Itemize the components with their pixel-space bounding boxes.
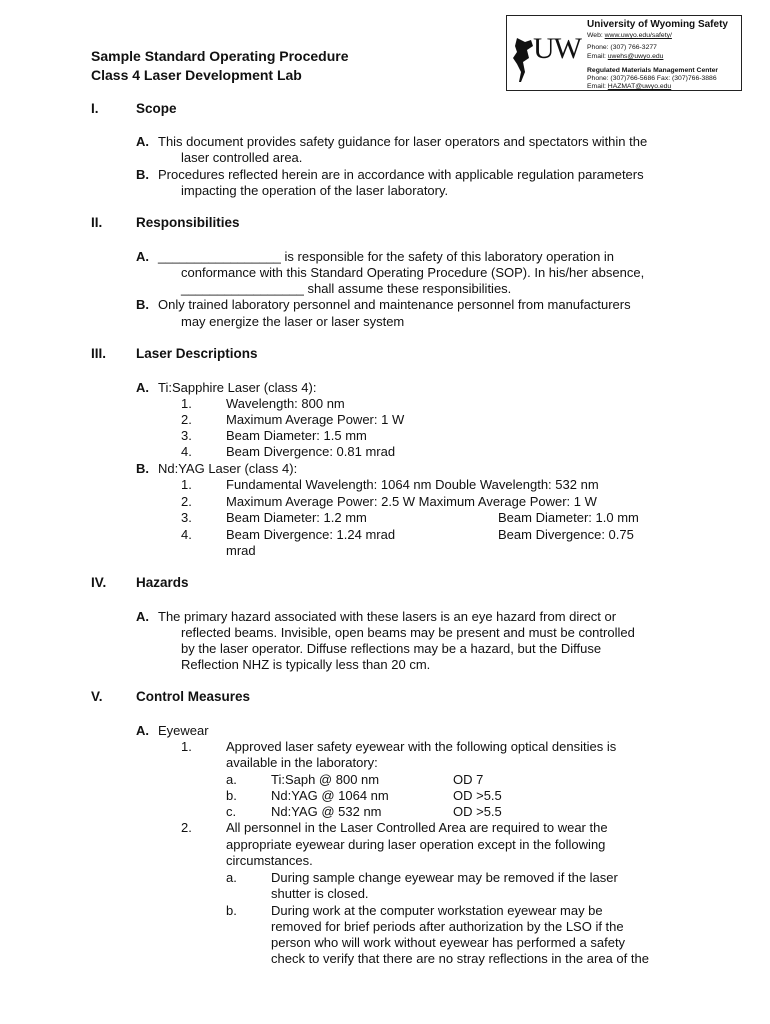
sublist-item: person who will work without eyewear has performed a safety — [271, 935, 626, 950]
section-3-number: III. — [91, 346, 107, 361]
section-5-title: Control Measures — [136, 689, 251, 704]
s2-b-text: may energize the laser or laser system — [181, 314, 405, 329]
list-item: Beam Divergence: 1.24 mrad — [226, 527, 396, 542]
s2-a-text: _________________ shall assume these responsibilities. — [181, 281, 512, 296]
list-item: Approved laser safety eyewear with the following optical densities is — [226, 739, 617, 754]
s2-b-label: B. — [136, 297, 149, 312]
list-number: 3. — [181, 510, 192, 525]
s1-a-label: A. — [136, 134, 149, 149]
sublist-item: removed for brief periods after authorization by the LSO if the — [271, 919, 624, 934]
list-number: 4. — [181, 444, 192, 459]
section-5-number: V. — [91, 689, 103, 704]
list-number: 1. — [181, 739, 192, 754]
list-number: 4. — [181, 527, 192, 542]
list-item: circumstances. — [226, 853, 313, 868]
s4-a-text: The primary hazard associated with these lasers is an eye hazard from direct or — [158, 609, 617, 624]
list-item-wrap: mrad — [226, 543, 256, 558]
s3-a-label: A. — [136, 380, 149, 395]
list-item: Beam Diameter: 1.2 mm — [226, 510, 367, 525]
section-4-title: Hazards — [136, 575, 189, 590]
section-1-title: Scope — [136, 101, 177, 116]
email-link[interactable]: uwehs@uwyo.edu — [607, 53, 664, 60]
s1-a-text: laser controlled area. — [181, 150, 303, 165]
od-row-laser: Ti:Saph @ 800 nm — [271, 772, 380, 787]
uw-logo-text: UW — [533, 32, 581, 65]
list-number: 1. — [181, 477, 192, 492]
sublist-letter: a. — [226, 870, 237, 885]
header-org: University of Wyoming Safety — [587, 19, 728, 30]
header-center-email: Email: HAZMAT@uwyo.edu — [587, 83, 672, 90]
section-2-number: II. — [91, 215, 103, 230]
list-item: available in the laboratory: — [226, 755, 378, 770]
s4-a-text: Reflection NHZ is typically less than 20 cm. — [181, 657, 431, 672]
s2-a-label: A. — [136, 249, 149, 264]
s1-b-text: Procedures reflected herein are in accordance with applicable regulation parameters — [158, 167, 644, 182]
header-center: Regulated Materials Management Center — [587, 67, 719, 74]
list-item: Beam Diameter: 1.5 mm — [226, 428, 367, 443]
sublist-item: During work at the computer workstation eyewear may be — [271, 903, 603, 918]
doc-title: Sample Standard Operating Procedure — [91, 48, 349, 64]
doc-subtitle: Class 4 Laser Development Lab — [91, 67, 302, 83]
od-row-letter: a. — [226, 772, 237, 787]
s4-a-label: A. — [136, 609, 149, 624]
section-2-title: Responsibilities — [136, 215, 240, 230]
list-item: Wavelength: 800 nm — [226, 396, 345, 411]
od-row-laser: Nd:YAG @ 1064 nm — [271, 788, 389, 803]
s2-b-text: Only trained laboratory personnel and maintenance personnel from manufacturers — [158, 297, 631, 312]
list-number: 2. — [181, 494, 192, 509]
list-number: 2. — [181, 820, 192, 835]
list-item: appropriate eyewear during laser operation except in the following — [226, 837, 606, 852]
s3-a-title: Ti:Sapphire Laser (class 4): — [158, 380, 317, 395]
s2-a-text: _________________ is responsible for the safety of this laboratory operation in — [158, 249, 615, 264]
list-number: 1. — [181, 396, 192, 411]
sublist-item: check to verify that there are no stray reflections in the area of the — [271, 951, 649, 966]
section-3-title: Laser Descriptions — [136, 346, 258, 361]
s2-a-text: conformance with this Standard Operating Procedure (SOP). In his/her absence, — [181, 265, 645, 280]
s5-a-label: A. — [136, 723, 149, 738]
web-link[interactable]: www.uwyo.edu/safety/ — [604, 32, 672, 39]
header-center-phone: Phone: (307)766-5686 Fax: (307)766-3886 — [587, 75, 717, 82]
list-number: 2. — [181, 412, 192, 427]
s3-b-title: Nd:YAG Laser (class 4): — [158, 461, 298, 476]
list-item-second: Beam Divergence: 0.75 — [498, 527, 634, 542]
list-item: Maximum Average Power: 2.5 W Maximum Average Power: 1 W — [226, 494, 597, 509]
s1-a-text: This document provides safety guidance for laser operators and spectators within the — [158, 134, 648, 149]
sublist-letter: b. — [226, 903, 237, 918]
list-item: All personnel in the Laser Controlled Area are required to wear the — [226, 820, 608, 835]
header-phone: Phone: (307) 766-3277 — [587, 44, 657, 51]
s1-b-text: impacting the operation of the laser laboratory. — [181, 183, 449, 198]
od-row-laser: Nd:YAG @ 532 nm — [271, 804, 382, 819]
list-item: Maximum Average Power: 1 W — [226, 412, 405, 427]
header-box — [506, 15, 742, 91]
od-row-value: OD >5.5 — [453, 804, 502, 819]
list-item-second: Beam Diameter: 1.0 mm — [498, 510, 639, 525]
sublist-item: shutter is closed. — [271, 886, 369, 901]
center-email-link[interactable]: HAZMAT@uwyo.edu — [607, 83, 672, 90]
section-4-number: IV. — [91, 575, 107, 590]
od-row-value: OD 7 — [453, 772, 484, 787]
list-number: 3. — [181, 428, 192, 443]
s5-a-title: Eyewear — [158, 723, 209, 738]
s1-b-label: B. — [136, 167, 149, 182]
s3-b-label: B. — [136, 461, 149, 476]
s4-a-text: reflected beams. Invisible, open beams may be present and must be controlled — [181, 625, 635, 640]
od-row-value: OD >5.5 — [453, 788, 502, 803]
list-item: Fundamental Wavelength: 1064 nm Double Wavelength: 532 nm — [226, 477, 599, 492]
header-email: Email: uwehs@uwyo.edu — [587, 53, 664, 60]
s4-a-text: by the laser operator. Diffuse reflections may be a hazard, but the Diffuse — [181, 641, 602, 656]
sublist-item: During sample change eyewear may be removed if the laser — [271, 870, 618, 885]
list-item: Beam Divergence: 0.81 mrad — [226, 444, 396, 459]
bucking-horse-logo-icon — [511, 36, 535, 84]
header-web: Web: www.uwyo.edu/safety/ — [587, 32, 672, 39]
section-1-number: I. — [91, 101, 99, 116]
od-row-letter: b. — [226, 788, 237, 803]
od-row-letter: c. — [226, 804, 237, 819]
